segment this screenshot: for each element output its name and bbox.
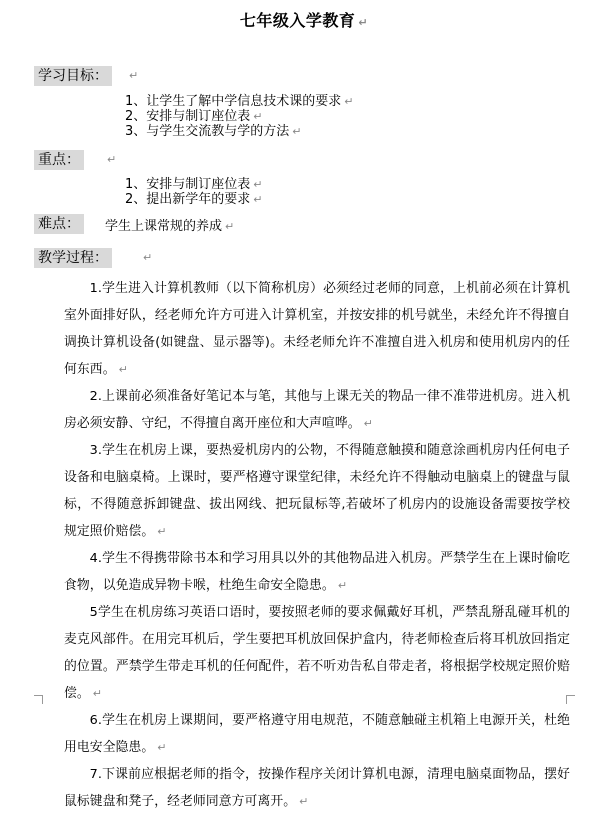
- process-paragraph: 1.学生进入计算机教师（以下简称机房）必须经过老师的同意，上机前必须在计算机室外面排好队，经老师允许方可进入计算机室，并按安排的机号就坐，未经允许不得擅自调换计算机设备(如键盘、显示器等)。未经老师允许不准擅自进入机房和使用机房内的任何东西。 ↵: [64, 281, 570, 377]
- paragraph-mark: ↵: [129, 69, 139, 82]
- process-paragraph: 6.学生在机房上课期间，要严格遵守用电规范，不随意触碰主机箱上电源开关，杜绝用电安全隐患。 ↵: [64, 713, 570, 755]
- list-item: 1、安排与制订座位表 ↵: [125, 177, 263, 192]
- process-paragraph: 2.上课前必须准备好笔记本与笔，其他与上课无关的物品一律不准带进机房。进入机房必须安静、守纪，不得擅自离开座位和大声喧哗。 ↵: [64, 389, 570, 431]
- objectives-list: [125, 94, 354, 139]
- document-title: 七年级入学教育 ↵: [239, 11, 369, 30]
- paragraph-mark: ↵: [107, 153, 117, 166]
- paragraph-mark: ↵: [358, 16, 369, 29]
- process-body: [64, 275, 570, 815]
- difficulty-text: 学生上课常规的养成 ↵: [105, 219, 235, 234]
- process-paragraph: 5学生在机房练习英语口语时，要按照老师的要求佩戴好耳机，严禁乱掰乱碰耳机的麦克风部件。在用完耳机后，学生要把耳机放回保护盒内，待老师检查后将耳机放回指定的位置。严禁学生带走耳机的任何配件，若不听劝告私自带走者，将根据学校规定照价赔偿。 ↵: [64, 605, 570, 701]
- list-item: 2、提出新学年的要求 ↵: [125, 192, 263, 207]
- objectives-heading: 学习目标：: [34, 66, 112, 86]
- key-points-list: [125, 177, 263, 207]
- process-heading: 教学过程：: [34, 248, 112, 268]
- process-paragraph: 3.学生在机房上课，要热爱机房内的公物，不得随意触摸和随意涂画机房内任何电子设备和电脑桌椅。上课时，要严格遵守课堂纪律，未经允许不得触动电脑桌上的键盘与鼠标，不得随意拆卸键盘、拔出网线、把玩鼠标等,若破坏了机房内的设施设备需要按学校规定照价赔偿。 ↵: [64, 443, 570, 539]
- key-points-heading: 重点：: [34, 150, 84, 170]
- process-paragraph: 4.学生不得携带除书本和学习用具以外的其他物品进入机房。严禁学生在上课时偷吃食物，以免造成异物卡喉，杜绝生命安全隐患。 ↵: [64, 551, 570, 593]
- crop-mark: [34, 695, 43, 704]
- difficulty-heading: 难点：: [34, 214, 84, 234]
- list-item: 2、安排与制订座位表 ↵: [125, 109, 263, 124]
- crop-mark: [566, 695, 575, 704]
- list-item: 3、与学生交流教与学的方法 ↵: [125, 124, 302, 139]
- paragraph-mark: ↵: [143, 251, 153, 264]
- process-paragraph: 7.下课前应根据老师的指令，按操作程序关闭计算机电源，清理电脑桌面物品，摆好鼠标键盘和凳子，经老师同意方可离开。 ↵: [64, 767, 570, 809]
- list-item: 1、让学生了解中学信息技术课的要求 ↵: [125, 94, 354, 109]
